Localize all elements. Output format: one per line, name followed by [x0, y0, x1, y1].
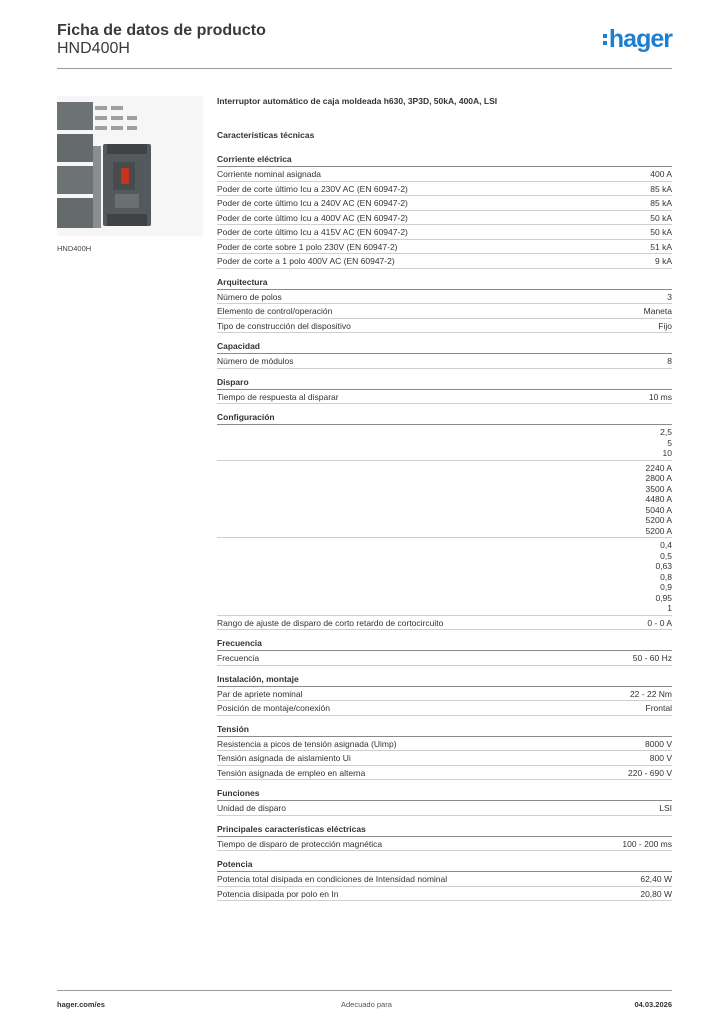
spec-row	[217, 837, 672, 852]
spec-sections	[217, 154, 672, 901]
section-title: Instalación, montaje	[217, 674, 672, 687]
spec-value	[628, 768, 672, 779]
section-title: Funciones	[217, 788, 672, 801]
spec-value-line: 85 kA	[650, 183, 672, 194]
spec-value-line: 50 kA	[650, 212, 672, 223]
spec-label: Tiempo de disparo de protección magnética	[217, 838, 383, 849]
spec-row	[217, 196, 672, 211]
spec-value	[646, 703, 672, 714]
spec-value-line: 8	[667, 356, 672, 366]
spec-value-line: Maneta	[643, 306, 672, 316]
spec-value-line: LSI	[659, 803, 672, 813]
spec-row	[217, 167, 672, 182]
spec-label: Poder de corte último Icu a 400V AC (EN 60947-2)	[217, 212, 408, 223]
spec-value-line: 2800 A	[645, 473, 672, 483]
spec-section	[217, 277, 672, 334]
spec-label: Tensión asignada de aislamiento Ui	[217, 753, 351, 763]
footer-note: Adecuado para	[341, 1000, 392, 1009]
spec-value	[646, 463, 672, 537]
spec-label: Poder de corte último Icu a 230V AC (EN 60947-2)	[217, 183, 408, 194]
product-image	[57, 96, 203, 236]
page-footer	[57, 990, 672, 1017]
section-title: Corriente eléctrica	[217, 154, 672, 167]
spec-value	[649, 392, 672, 403]
spec-row	[217, 538, 672, 616]
spec-row	[217, 319, 672, 334]
spec-label: Potencia disipada por polo en In	[217, 888, 339, 899]
section-title: Disparo	[217, 377, 672, 390]
spec-section	[217, 724, 672, 781]
section-title: Principales características eléctricas	[217, 824, 672, 837]
spec-value-line: 0,63	[655, 561, 672, 571]
section-title: Arquitectura	[217, 277, 672, 290]
section-title: Capacidad	[217, 341, 672, 354]
spec-value-line: 50 - 60 Hz	[632, 653, 672, 663]
spec-row	[217, 211, 672, 226]
image-caption: HND400H	[57, 244, 92, 253]
spec-section	[217, 341, 672, 369]
spec-value-line: 0,95	[655, 592, 672, 603]
spec-value	[655, 540, 672, 614]
spec-label: Frecuencia	[217, 653, 260, 663]
section-title: Tensión	[217, 724, 672, 737]
footer-date: 04.03.2026	[634, 1000, 672, 1009]
spec-value-line: 20,80 W	[640, 888, 672, 899]
product-specs	[217, 95, 672, 909]
spec-label: Par de apriete nominal	[217, 688, 303, 699]
spec-value-line: 10	[662, 448, 672, 458]
spec-row	[217, 354, 672, 369]
spec-label: Elemento de control/operación	[217, 306, 333, 316]
spec-label: Corriente nominal asignada	[217, 169, 321, 179]
spec-row	[217, 254, 672, 269]
hager-logo	[603, 26, 672, 52]
spec-value	[650, 169, 672, 180]
spec-value	[650, 242, 672, 253]
spec-row	[217, 651, 672, 666]
spec-value-line: 2,5	[660, 427, 672, 437]
spec-value-line: 22 - 22 Nm	[629, 688, 672, 699]
spec-value-line: 2240 A	[645, 462, 672, 473]
spec-value	[645, 739, 672, 750]
section-title: Configuración	[217, 412, 672, 425]
spec-row	[217, 290, 672, 305]
document-title: Ficha de datos de producto	[57, 22, 266, 39]
spec-row	[217, 182, 672, 197]
spec-label: Rango de ajuste de disparo de corto retardo de cortocircuito	[217, 617, 444, 628]
spec-value	[660, 427, 672, 459]
spec-value	[650, 213, 672, 224]
spec-row	[217, 616, 672, 631]
page-header	[57, 20, 672, 69]
spec-label: Tipo de construcción del dispositivo	[217, 320, 351, 331]
spec-row	[217, 687, 672, 702]
spec-value-line: 220 - 690 V	[628, 767, 672, 778]
spec-label: Tiempo de respuesta al disparar	[217, 391, 339, 402]
spec-label: Poder de corte a 1 polo 400V AC (EN 60947-2)	[217, 256, 395, 266]
spec-value-line: 9 kA	[654, 256, 672, 266]
spec-value-line: 0,4	[660, 540, 672, 550]
spec-section	[217, 377, 672, 405]
spec-value-line: 100 - 200 ms	[622, 838, 672, 849]
spec-value-line: 1	[667, 603, 672, 613]
spec-row	[217, 737, 672, 752]
spec-value-line: 62,40 W	[640, 874, 672, 884]
footer-website: hager.com/es	[57, 1000, 105, 1009]
spec-row	[217, 240, 672, 255]
spec-value	[659, 803, 672, 814]
spec-section	[217, 824, 672, 852]
spec-section	[217, 859, 672, 901]
spec-section	[217, 412, 672, 630]
spec-label: Unidad de disparo	[217, 803, 286, 813]
spec-section	[217, 788, 672, 816]
spec-value-line: 50 kA	[650, 227, 672, 237]
spec-section	[217, 674, 672, 716]
spec-label: Poder de corte último Icu a 415V AC (EN 60947-2)	[217, 227, 408, 237]
spec-value	[644, 306, 672, 317]
spec-value	[650, 198, 672, 209]
spec-label: Poder de corte último Icu a 240V AC (EN 60947-2)	[217, 198, 408, 208]
spec-value	[622, 839, 672, 850]
spec-value-line: 5040 A	[645, 504, 672, 515]
spec-value	[633, 653, 672, 664]
spec-value-line: 0,8	[660, 571, 672, 582]
technical-characteristics-heading: Características técnicas	[217, 130, 315, 140]
spec-label: Poder de corte sobre 1 polo 230V (EN 60947-2)	[217, 241, 398, 252]
spec-value	[667, 292, 672, 303]
spec-label: Número de polos	[217, 291, 282, 302]
section-title: Potencia	[217, 859, 672, 872]
spec-value	[640, 874, 672, 885]
spec-label: Potencia total disipada en condiciones de Intensidad nominal	[217, 874, 448, 884]
spec-value-line: 3500 A	[645, 483, 672, 494]
spec-row	[217, 766, 672, 781]
spec-row	[217, 887, 672, 902]
spec-value-line: Frontal	[645, 703, 672, 713]
spec-value-line: 0,9	[660, 582, 672, 592]
spec-value-line: 5200 A	[645, 525, 672, 536]
spec-value-line: 51 kA	[650, 241, 672, 252]
spec-row	[217, 425, 672, 461]
spec-row	[217, 872, 672, 887]
spec-label: Número de módulos	[217, 356, 294, 366]
circuit-breaker-illustration	[57, 96, 203, 236]
spec-row	[217, 461, 672, 539]
spec-row	[217, 304, 672, 319]
spec-section	[217, 154, 672, 269]
spec-value	[667, 356, 672, 367]
logo-dots-icon	[603, 34, 607, 45]
product-code: HND400H	[57, 40, 130, 57]
spec-value	[647, 618, 672, 629]
spec-row	[217, 225, 672, 240]
spec-value	[650, 184, 672, 195]
spec-value-line: 400 A	[650, 169, 672, 179]
spec-value-line: 85 kA	[650, 198, 672, 208]
spec-label: Posición de montaje/conexión	[217, 703, 330, 713]
spec-label: Resistencia a picos de tensión asignada (Uimp)	[217, 738, 397, 749]
spec-value	[658, 321, 672, 332]
spec-row	[217, 801, 672, 816]
spec-value	[630, 689, 672, 700]
spec-value-line: 0,5	[660, 550, 672, 561]
spec-value	[650, 753, 672, 764]
brand-name: hager	[608, 25, 672, 53]
spec-value-line: 3	[667, 291, 672, 302]
spec-row	[217, 751, 672, 766]
spec-value-line: Fijo	[658, 320, 672, 331]
section-title: Frecuencia	[217, 638, 672, 651]
spec-value-line: 4480 A	[645, 494, 672, 504]
product-description: Interruptor automático de caja moldeada h630, 3P3D, 50kA, 400A, LSI	[217, 96, 498, 106]
spec-value	[650, 227, 672, 238]
spec-label: Tensión asignada de empleo en alterna	[217, 767, 366, 778]
spec-value-line: 0 - 0 A	[647, 617, 672, 628]
spec-value-line: 5200 A	[645, 515, 672, 525]
spec-value-line: 800 V	[649, 753, 672, 763]
spec-section	[217, 638, 672, 666]
spec-value	[640, 889, 672, 900]
spec-row	[217, 701, 672, 716]
spec-row	[217, 390, 672, 405]
spec-value	[655, 256, 672, 267]
spec-value-line: 8000 V	[645, 738, 672, 749]
spec-value-line: 5	[667, 437, 672, 448]
spec-value-line: 10 ms	[648, 391, 672, 402]
